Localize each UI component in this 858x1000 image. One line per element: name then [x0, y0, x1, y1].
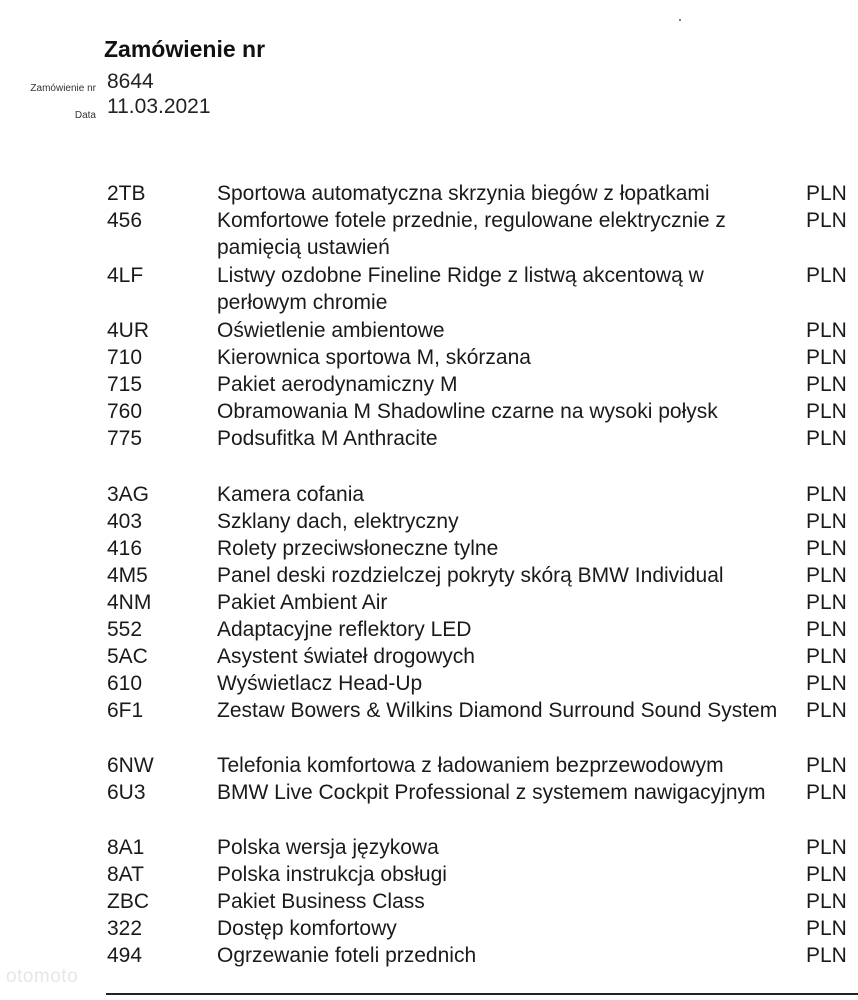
option-code: ZBC — [107, 890, 149, 913]
option-description: Szklany dach, elektryczny — [217, 510, 459, 533]
option-code: 322 — [107, 917, 143, 940]
option-currency: PLN — [806, 699, 847, 722]
option-code: 2TB — [107, 182, 146, 205]
option-code: 610 — [107, 672, 143, 695]
option-description: BMW Live Cockpit Professional z systemem nawigacyjnym — [217, 781, 766, 804]
option-currency: PLN — [806, 182, 847, 205]
option-currency: PLN — [806, 836, 847, 859]
option-currency: PLN — [806, 264, 847, 287]
option-currency: PLN — [806, 400, 847, 423]
option-description: Panel deski rozdzielczej pokryty skórą BMW Individual — [217, 564, 724, 587]
option-code: 775 — [107, 427, 143, 450]
watermark-text: otomoto — [6, 966, 79, 987]
option-description: Listwy ozdobne Fineline Ridge z listwą akcentową w perłowym chromie — [217, 264, 704, 314]
order-number-label: Zamówienie nr — [30, 83, 96, 94]
option-currency: PLN — [806, 427, 847, 450]
option-code: 5AC — [107, 645, 148, 668]
option-currency: PLN — [806, 863, 847, 886]
option-currency: PLN — [806, 645, 847, 668]
option-code: 715 — [107, 373, 143, 396]
option-description: Dostęp komfortowy — [217, 917, 397, 940]
option-currency: PLN — [806, 319, 847, 342]
option-currency: PLN — [806, 890, 847, 913]
option-code: 456 — [107, 209, 143, 232]
option-code: 403 — [107, 510, 143, 533]
option-description: Komfortowe fotele przednie, regulowane elektrycznie z pamięcią ustawień — [217, 209, 726, 259]
bottom-divider — [106, 993, 858, 995]
option-code: 760 — [107, 400, 143, 423]
option-currency: PLN — [806, 591, 847, 614]
option-description: Polska instrukcja obsługi — [217, 863, 447, 886]
option-currency: PLN — [806, 564, 847, 587]
option-description: Asystent świateł drogowych — [217, 645, 475, 668]
option-description: Ogrzewanie foteli przednich — [217, 944, 477, 967]
option-currency: PLN — [806, 944, 847, 967]
option-code: 6U3 — [107, 781, 146, 804]
option-description: Zestaw Bowers & Wilkins Diamond Surround Sound System — [217, 699, 778, 722]
option-code: 552 — [107, 618, 143, 641]
option-currency: PLN — [806, 917, 847, 940]
option-description: Oświetlenie ambientowe — [217, 319, 445, 342]
option-code: 6NW — [107, 754, 154, 777]
option-code: 3AG — [107, 483, 150, 506]
option-currency: PLN — [806, 209, 847, 232]
option-description: Obramowania M Shadowline czarne na wysoki połysk — [217, 400, 718, 423]
order-number-value: 8644 — [107, 70, 154, 93]
date-label: Data — [74, 110, 96, 121]
option-code: 4NM — [107, 591, 152, 614]
option-currency: PLN — [806, 537, 847, 560]
option-description: Pakiet Business Class — [217, 890, 425, 913]
option-currency: PLN — [806, 510, 847, 533]
option-description: Sportowa automatyczna skrzynia biegów z łopatkami — [217, 182, 710, 205]
option-code: 416 — [107, 537, 143, 560]
option-code: 8A1 — [107, 836, 145, 859]
option-description: Telefonia komfortowa z ładowaniem bezprzewodowym — [217, 754, 724, 777]
document-title: Zamówienie nr — [104, 36, 266, 62]
option-currency: PLN — [806, 346, 847, 369]
option-currency: PLN — [806, 754, 847, 777]
option-description: Podsufitka M Anthracite — [217, 427, 438, 450]
option-currency: PLN — [806, 483, 847, 506]
date-value: 11.03.2021 — [107, 95, 211, 118]
option-code: 8AT — [107, 863, 144, 886]
option-description: Kierownica sportowa M, skórzana — [217, 346, 531, 369]
option-code: 4LF — [107, 264, 144, 287]
option-description: Pakiet aerodynamiczny M — [217, 373, 458, 396]
option-code: 6F1 — [107, 699, 144, 722]
option-description: Pakiet Ambient Air — [217, 591, 388, 614]
option-currency: PLN — [806, 672, 847, 695]
option-code: 4M5 — [107, 564, 148, 587]
option-currency: PLN — [806, 618, 847, 641]
option-currency: PLN — [806, 781, 847, 804]
option-description: Kamera cofania — [217, 483, 365, 506]
option-currency: PLN — [806, 373, 847, 396]
option-description: Wyświetlacz Head-Up — [217, 672, 423, 695]
option-description: Polska wersja językowa — [217, 836, 439, 859]
option-description: Adaptacyjne reflektory LED — [217, 618, 472, 641]
option-code: 494 — [107, 944, 143, 967]
option-code: 710 — [107, 346, 143, 369]
option-code: 4UR — [107, 319, 150, 342]
option-description: Rolety przeciwsłoneczne tylne — [217, 537, 499, 560]
